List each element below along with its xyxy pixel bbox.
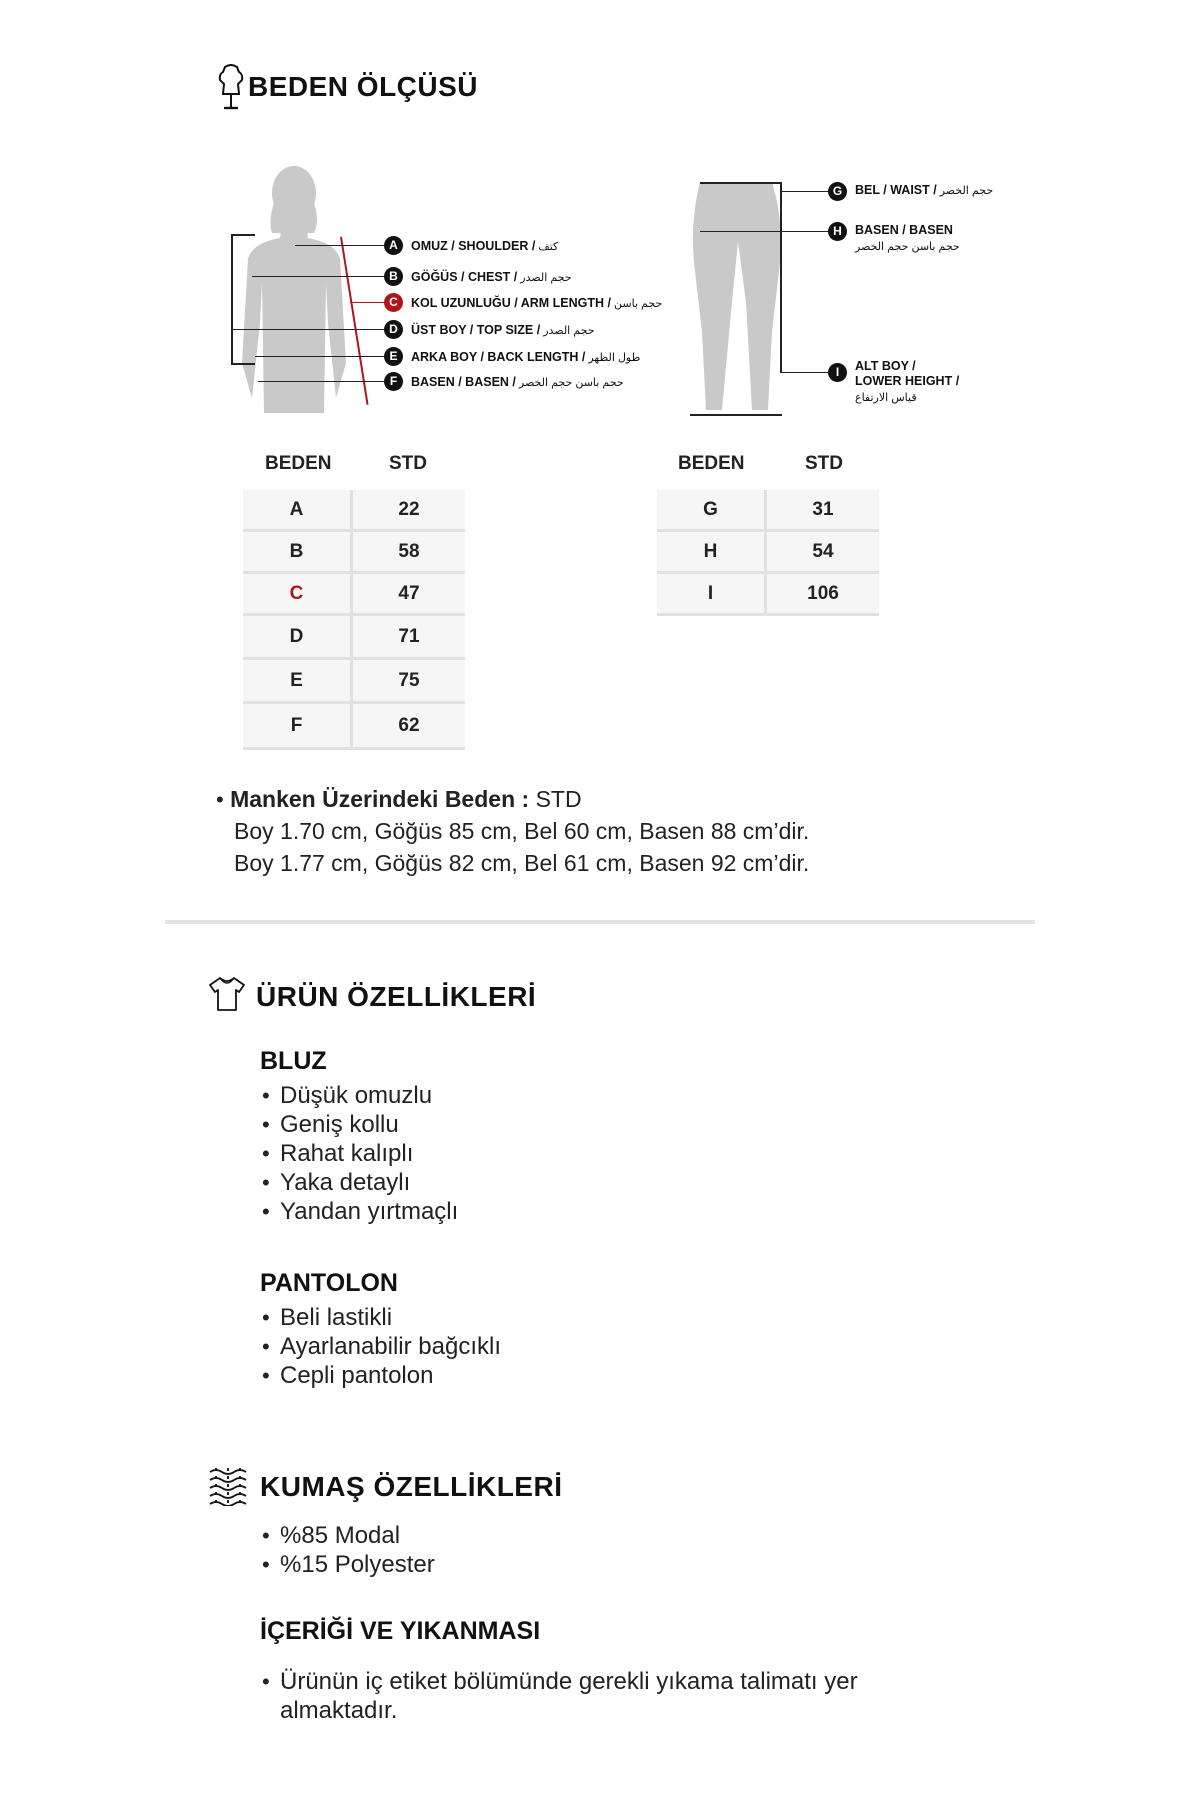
upper-body-figure bbox=[228, 163, 358, 413]
list-item: • Ürünün iç etiket bölümünde gerekli yıkama talimatı yer almaktadır. bbox=[262, 1667, 962, 1725]
group-title-bluz: BLUZ bbox=[260, 1047, 327, 1075]
badge-i: I bbox=[828, 363, 847, 382]
tshirt-icon bbox=[208, 976, 246, 1012]
label-h-ar: حجم باسن حجم الخصر bbox=[855, 241, 960, 253]
list-item: • Cepli pantolon bbox=[262, 1361, 501, 1390]
pantolon-feature-list bbox=[262, 1303, 501, 1390]
model-info-line-2: Boy 1.77 cm, Göğüs 82 cm, Bel 61 cm, Basen 92 cm’dir. bbox=[234, 850, 810, 876]
mannequin-icon bbox=[216, 64, 246, 112]
label-i: ALT BOY / bbox=[855, 359, 916, 373]
table-left-cell-value: 22 bbox=[353, 490, 465, 532]
section-title-size: BEDEN ÖLÇÜSÜ bbox=[248, 71, 479, 102]
measure-line-vertical-right bbox=[780, 182, 782, 372]
label-d: ÜST BOY / TOP SIZE / حجم الصدر bbox=[411, 323, 595, 337]
measure-line-bottom bbox=[690, 414, 782, 416]
bluz-feature-list bbox=[262, 1081, 458, 1226]
table-right-cell-value: 31 bbox=[767, 490, 879, 532]
badge-c: C bbox=[384, 293, 403, 312]
measure-line-left-bottom bbox=[231, 363, 255, 365]
label-a: OMUZ / SHOULDER / كتف bbox=[411, 239, 559, 253]
model-info-value: STD bbox=[535, 786, 582, 812]
label-c: KOL UZUNLUĞU / ARM LENGTH / حجم باسن bbox=[411, 296, 663, 310]
list-item: • Ayarlanabilir bağcıklı bbox=[262, 1332, 501, 1361]
measure-line-g bbox=[780, 191, 828, 192]
model-info-label: Manken Üzerindeki Beden : bbox=[230, 786, 530, 812]
badge-g: G bbox=[828, 182, 847, 201]
table-right-header-size: BEDEN bbox=[678, 453, 745, 474]
care-title: İÇERİĞİ VE YIKANMASI bbox=[260, 1617, 541, 1645]
label-i-2: LOWER HEIGHT / bbox=[855, 374, 960, 388]
pointer-f bbox=[258, 381, 385, 382]
list-item: • Rahat kalıplı bbox=[262, 1139, 458, 1168]
badge-f: F bbox=[384, 372, 403, 391]
table-right-cell-value: 54 bbox=[767, 532, 879, 574]
table-right-cell-key: H bbox=[657, 532, 767, 574]
section-title-product: ÜRÜN ÖZELLİKLERİ bbox=[256, 981, 537, 1012]
badge-e: E bbox=[384, 347, 403, 366]
table-right-cell-key: G bbox=[657, 490, 767, 532]
table-left-cell-value: 75 bbox=[353, 660, 465, 704]
pointer-d bbox=[231, 329, 385, 330]
measure-line-h bbox=[700, 231, 828, 232]
table-left-cell-value: 62 bbox=[353, 704, 465, 750]
measure-line-left-top bbox=[231, 234, 255, 236]
table-left-header-size: BEDEN bbox=[265, 453, 332, 474]
label-f: BASEN / BASEN / حجم باسن حجم الخصر bbox=[411, 375, 624, 389]
badge-h: H bbox=[828, 222, 847, 241]
label-b: GÖĞÜS / CHEST / حجم الصدر bbox=[411, 270, 572, 284]
model-info-heading: • Manken Üzerindeki Beden : STD bbox=[216, 786, 582, 812]
table-left-cell-key: A bbox=[243, 490, 353, 532]
list-item: • Düşük omuzlu bbox=[262, 1081, 458, 1110]
pointer-b bbox=[252, 276, 385, 277]
fabric-composition-list bbox=[262, 1521, 435, 1579]
lower-body-figure bbox=[680, 182, 800, 422]
label-h: BASEN / BASEN bbox=[855, 223, 953, 237]
table-right-cell-key: I bbox=[657, 574, 767, 616]
list-item: • Yaka detaylı bbox=[262, 1168, 458, 1197]
table-right-cell-value: 106 bbox=[767, 574, 879, 616]
pointer-a bbox=[295, 245, 385, 246]
table-left-cell-key: C bbox=[243, 574, 353, 616]
badge-a: A bbox=[384, 236, 403, 255]
table-left-header-std: STD bbox=[389, 453, 427, 474]
measure-line-left bbox=[231, 234, 233, 364]
label-g: BEL / WAIST / حجم الخصر bbox=[855, 183, 994, 197]
measure-line-g-top bbox=[700, 182, 780, 184]
badge-d: D bbox=[384, 320, 403, 339]
label-i-ar: قياس الارتفاع bbox=[855, 392, 917, 404]
pointer-e bbox=[255, 356, 385, 357]
table-left-cell-key: E bbox=[243, 660, 353, 704]
table-left-cell-key: B bbox=[243, 532, 353, 574]
badge-b: B bbox=[384, 267, 403, 286]
table-right-header-std: STD bbox=[805, 453, 843, 474]
section-title-fabric: KUMAŞ ÖZELLİKLERİ bbox=[260, 1471, 563, 1502]
table-left-cell-key: F bbox=[243, 704, 353, 750]
label-e: ARKA BOY / BACK LENGTH / طول الظهر bbox=[411, 350, 641, 364]
fabric-texture-icon bbox=[208, 1466, 248, 1506]
table-left-cell-value: 71 bbox=[353, 616, 465, 660]
care-list bbox=[262, 1667, 962, 1725]
table-left-cell-key: D bbox=[243, 616, 353, 660]
model-info-line-1: Boy 1.70 cm, Göğüs 85 cm, Bel 60 cm, Basen 88 cm’dir. bbox=[234, 818, 810, 844]
section-divider bbox=[165, 920, 1035, 924]
list-item: • Yandan yırtmaçlı bbox=[262, 1197, 458, 1226]
table-left-cell-value: 47 bbox=[353, 574, 465, 616]
list-item: • Beli lastikli bbox=[262, 1303, 501, 1332]
list-item: • %85 Modal bbox=[262, 1521, 435, 1550]
group-title-pantolon: PANTOLON bbox=[260, 1269, 398, 1297]
table-left-cell-value: 58 bbox=[353, 532, 465, 574]
list-item: • Geniş kollu bbox=[262, 1110, 458, 1139]
pointer-c bbox=[350, 302, 385, 303]
list-item: • %15 Polyester bbox=[262, 1550, 435, 1579]
measure-line-i bbox=[780, 372, 828, 373]
